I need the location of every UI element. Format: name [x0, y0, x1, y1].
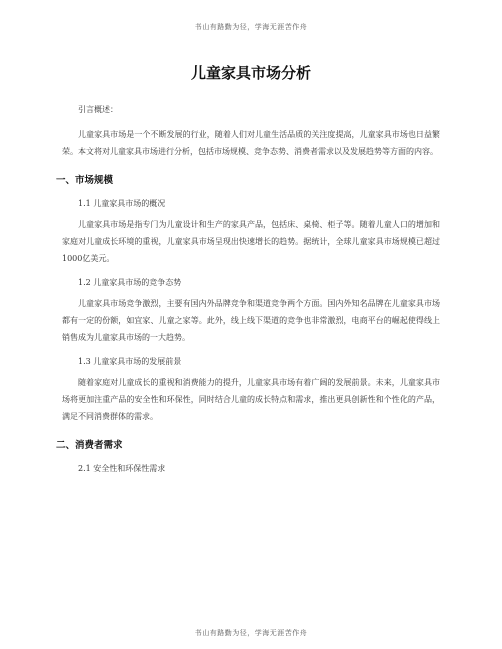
page-header: 书山有路勤为径，学海无涯苦作舟	[194, 23, 308, 31]
paragraph-1-1: 儿童家具市场是指专门为儿童设计和生产的家具产品，包括床、桌椅、柜子等。随着儿童人口的增加和家庭对儿童成长环境的重视，儿童家具市场呈现出快速增长的趋势。据统计，全球儿童家具市场规模已超过1000亿美元。	[62, 220, 440, 263]
paragraph-1-3: 随着家庭对儿童成长的重视和消费能力的提升，儿童家具市场有着广阔的发展前景。未来，儿童家具市场将更加注重产品的安全性和环保性，同时结合儿童的成长特点和需求，推出更具创新性和个性化的产品，满足不同消费群体的需求。	[62, 378, 440, 421]
page-footer: 书山有路勤为径，学海无涯苦作舟	[194, 629, 308, 637]
subsection-heading-1-1: 1.1 儿童家具市场的概况	[78, 199, 166, 208]
intro-paragraph: 儿童家具市场是一个不断发展的行业，随着人们对儿童生活品质的关注度提高，儿童家具市场也日益繁荣。本文将对儿童家具市场进行分析，包括市场规模、竞争态势、消费者需求以及发展趋势等方面的内容。	[62, 130, 440, 156]
section-heading-consumer-needs: 二、消费者需求	[56, 440, 123, 451]
subsection-heading-1-3: 1.3 儿童家具市场的发展前景	[78, 357, 182, 366]
document-body	[56, 62, 440, 481]
page-title: 儿童家具市场分析	[190, 64, 311, 82]
section-heading-market-size: 一、市场规模	[56, 175, 114, 186]
subsection-heading-2-1: 2.1 安全性和环保性需求	[78, 464, 166, 473]
intro-label: 引言概述：	[78, 105, 118, 114]
paragraph-1-2: 儿童家具市场竞争激烈，主要有国内外品牌竞争和渠道竞争两个方面。国内外知名品牌在儿童家具市场都有一定的份额，如宜家、儿童之家等。此外，线上线下渠道的竞争也非常激烈，电商平台的崛起使得线上销售成为儿童家具市场的一大趋势。	[62, 299, 440, 342]
subsection-heading-1-2: 1.2 儿童家具市场的竞争态势	[78, 278, 182, 287]
